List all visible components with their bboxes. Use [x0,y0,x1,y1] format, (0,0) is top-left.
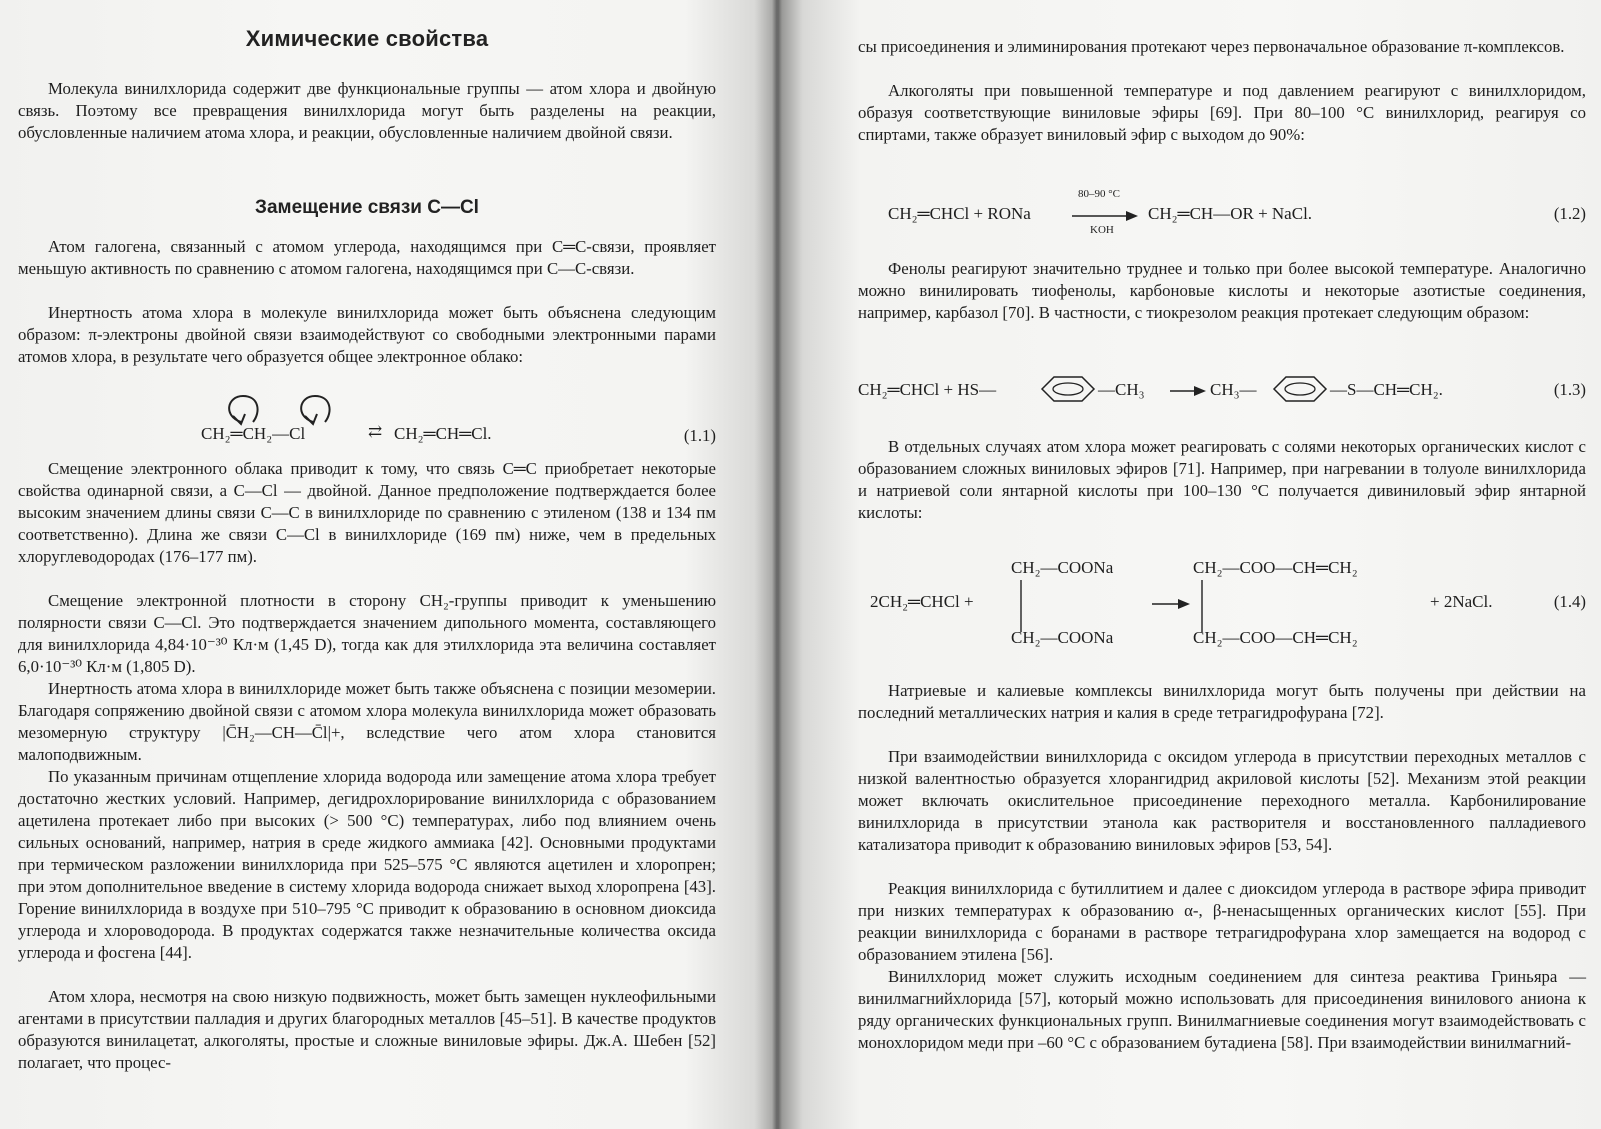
paragraph-phenols: Фенолы реагируют значительно труднее и только при более высокой температуре. Аналогично можно винилировать тиофенолы, карбоновые кислоты и некоторые азотистые соединения, например, карбазол [70]. В частности, с тиокрезолом реакция протекает следующим образом: [858,259,1586,322]
right-page [778,0,1601,1129]
bond-line-icon [1199,580,1205,632]
equation-1-1 [18,390,716,450]
paragraph-nucleophilic: Атом хлора, несмотря на свою низкую подвижность, может быть замещен нуклеофильными агентами в присутствии палладия и других благородных металлов [45–51]. В качестве продуктов образуются винилацетат, алкоголяты, простые и сложные виниловые эфиры. Дж.А. Шебен [52] полагает, что процес- [18,987,716,1072]
equation-1-3-number: (1.3) [1553,380,1586,399]
equation-1-4-number: (1.4) [1553,592,1586,611]
equation-1-3-part4: —S—CH═CH₂. [1330,380,1443,399]
equation-1-1-left: CH₂═CH₂—Cl [201,424,306,443]
equation-1-4-top-right: CH₂—COO—CH═CH₂ [1193,558,1358,577]
paragraph-mesomerism: Инертность атома хлора в винилхлориде может быть также объяснена с позиции мезомерии. Благодаря сопряжению двойной связи с атомом хлора молекула винилхлорида может образовать мезомерную структуру |C̄H₂—CH—C̄l|+, вследствие чего атом хлора становится малоподвижным. [18,679,716,764]
equilibrium-arrow-icon: ⇄ [368,422,383,441]
equation-1-3 [858,370,1586,410]
equation-1-4-reactant: 2CH₂═CHCl + [870,592,974,611]
reaction-arrow-icon [1170,385,1208,397]
paragraph-pi-complex: сы присоединения и элиминирования протекают через первоначальное образование π-комплексов. [858,37,1565,56]
equation-1-2-condition-bottom: KOH [1090,224,1114,236]
equation-1-2-number: (1.2) [1553,204,1586,223]
section-title: Химические свойства [245,26,489,51]
paragraph-halogen-activity: Атом галогена, связанный с атомом углерода, находящимся при C═C-связи, проявляет меньшую активность по сравнению с атомом галогена, находящимся при C—C-связи. [18,237,716,278]
bond-line-icon [1018,580,1024,632]
equation-1-3-part3: CH₃— [1210,380,1257,399]
equation-1-2-condition-top: 80–90 °C [1078,188,1120,200]
paragraph-grignard: Винилхлорид может служить исходным соединением для синтеза реактива Гриньяра — винилмагнийхлорида [57], который можно использовать для присоединения винилового аниона к ряду органических функциональных групп. Винилмагниевые соединения могут взаимодействовать с монохлоридом меди при –60 °C с образованием бутадиена [58]. При взаимодействии винилмагний- [858,967,1586,1052]
paragraph-conditions: По указанным причинам отщепление хлорида водорода или замещение атома хлора требует достаточно жестких условий. Например, дегидрохлорирование винилхлорида с образованием ацетилена протекает либо при высоких (> 500 °C) температурах, либо под влиянием очень сильных оснований, например, натрия в среде жидкого аммиака [42]. Основными продуктами при термическом разложении винилхлорида при 525–575 °C являются ацетилен и хлоропрен; при этом дополнительное введение в систему хлорида водорода снижает выход хлоропрена [43]. Горение винилхлорида в воздухе при 510–795 °C приводит к образованию в основном диоксида углерода и хлороводорода. В продуктах содержатся также незначительные количества оксида углерода и фосгена [44]. [18,767,716,962]
equation-1-3-part1: CH₂═CHCl + HS— [858,380,997,399]
benzene-ring-icon [1270,374,1330,404]
equation-1-3-part2: —CH₃ [1098,380,1145,399]
subsection-title: Замещение связи C—Cl [255,197,479,218]
equation-1-4 [858,552,1586,652]
left-page [0,0,778,1129]
reaction-arrow-icon [1152,598,1192,610]
equation-1-2-products: CH₂═CH—OR + NaCl. [1148,204,1313,223]
reaction-arrow-icon [1072,210,1140,222]
equation-1-1-right: CH₂═CH═Cl. [394,424,492,443]
equation-1-4-byproduct: + 2NaCl. [1430,592,1493,611]
equation-1-2 [858,186,1586,242]
benzene-ring-icon [1038,374,1098,404]
intro-paragraph: Молекула винилхлорида содержит две функциональные группы — атом хлора и двойную связь. Поэтому все превращения винилхлорида могут быть разделены на реакции, обусловленные наличием атома хлора, и реакции, обусловленные наличием двойной связи. [18,79,716,142]
paragraph-cloud-shift: Смещение электронного облака приводит к тому, что связь C═C приобретает некоторые свойства одинарной связи, а C—Cl — двойной. Данное предположение подтверждается более высоким значением длины связи C—C в винилхлориде по сравнению с этиленом (138 и 134 пм соответственно). Длина же связи C—Cl в винилхлориде (169 пм) ниже, чем в предельных хлоруглеводородах (176–177 пм). [18,459,716,566]
paragraph-organic-salts: В отдельных случаях атом хлора может реагировать с солями некоторых органических кислот с образованием сложных виниловых эфиров [71]. Например, при нагревании в толуоле винилхлорида и натриевой соли янтарной кислоты при 100–130 °C получается дивиниловый эфир янтарной кислоты: [858,437,1586,522]
equation-1-4-bottom-left: CH₂—COONa [1011,628,1114,647]
paragraph-alcoholates: Алкоголяты при повышенной температуре и под давлением реагируют с винилхлоридом, образуя соответствующие виниловые эфиры [69]. При 80–100 °C винилхлорид, реагируя со спиртами, также образует виниловый эфир с выходом до 90%: [858,81,1586,144]
paragraph-polarity: Смещение электронной плотности в сторону CH₂-группы приводит к уменьшению полярности связи C—Cl. Это подтверждается значением дипольного момента, составляющего для винилхлорида 4,84·10⁻³⁰ Кл·м (1,45 D), тогда как для этилхлорида эта величина составляет 6,0·10⁻³⁰ Кл·м (1,805 D). [18,591,716,676]
book-gutter [772,0,782,1129]
paragraph-carbon-oxide: При взаимодействии винилхлорида с оксидом углерода в присутствии переходных металлов с низкой валентностью образуется хлорангидрид акриловой кислоты [52]. Механизм этой реакции может включать окислительное присоединение переходного металла. Карбонилирование винилхлорида в присутствии этанола как растворителя и восстановленного палладиевого катализатора приводит к образованию виниловых эфиров [53, 54]. [858,747,1586,854]
equation-1-4-bottom-right: CH₂—COO—CH═CH₂ [1193,628,1358,647]
equation-1-1-number: (1.1) [683,426,716,445]
paragraph-complexes: Натриевые и калиевые комплексы винилхлорида могут быть получены при действии на последний металлических натрия и калия в среде тетрагидрофурана [72]. [858,681,1586,722]
equation-1-4-top-left: CH₂—COONa [1011,558,1114,577]
paragraph-inertness: Инертность атома хлора в молекуле винилхлорида может быть объяснена следующим образом: π-электроны двойной связи взаимодействуют со свободными электронными парами атомов хлора, в результате чего образуется общее электронное облако: [18,303,716,366]
equation-1-2-reactants: CH₂═CHCl + RONa [888,204,1031,223]
paragraph-butyllithium: Реакция винилхлорида с бутиллитием и далее с диоксидом углерода в растворе эфира приводит при низких температурах к образованию α-, β-ненасыщенных органических кислот [55]. При реакции винилхлорида с боранами в растворе тетрагидрофурана хлор замещается на водород с образованием этилена [56]. [858,879,1586,964]
